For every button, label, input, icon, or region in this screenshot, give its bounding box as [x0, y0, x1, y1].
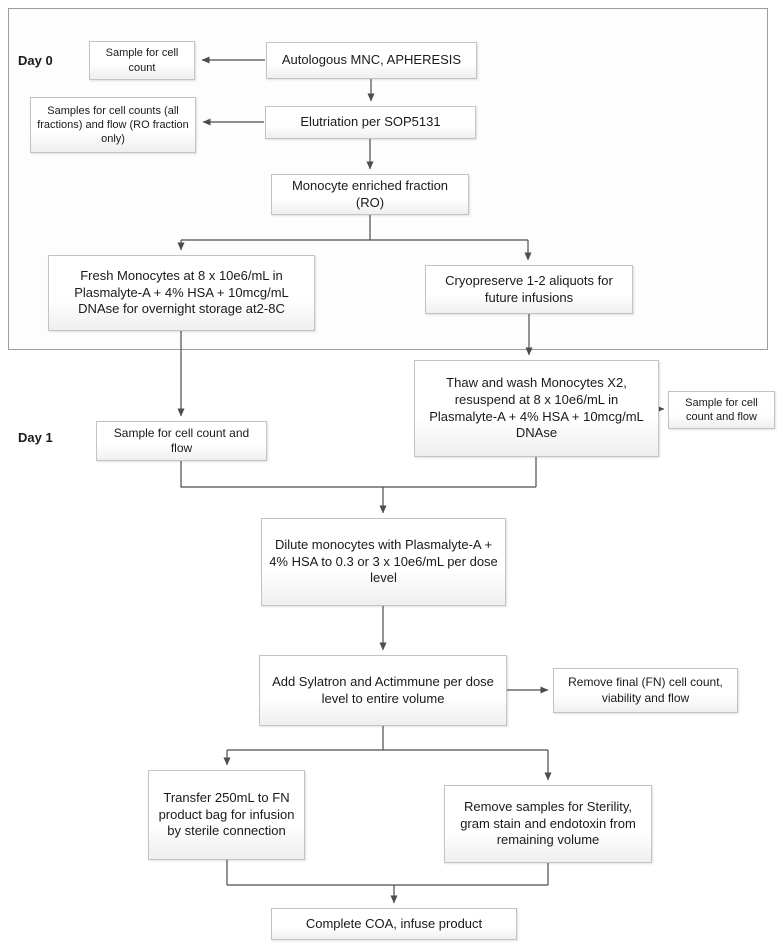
node-transfer-product-bag: Transfer 250mL to FN product bag for infusion by sterile connection [148, 770, 305, 860]
node-cryopreserve: Cryopreserve 1-2 aliquots for future infusions [425, 265, 633, 314]
node-monocyte-enriched-fraction: Monocyte enriched fraction (RO) [271, 174, 469, 215]
day1-label: Day 1 [18, 430, 53, 445]
node-samples-all-fractions: Samples for cell counts (all fractions) and flow (RO fraction only) [30, 97, 196, 153]
node-remove-final-counts: Remove final (FN) cell count, viability and flow [553, 668, 738, 713]
node-sample-count-flow-right: Sample for cell count and flow [668, 391, 775, 429]
node-elutriation: Elutriation per SOP5131 [265, 106, 476, 139]
node-fresh-monocytes: Fresh Monocytes at 8 x 10e6/mL in Plasmalyte-A + 4% HSA + 10mcg/mL DNAse for overnight storage at2-8C [48, 255, 315, 331]
node-dilute-monocytes: Dilute monocytes with Plasmalyte-A + 4% HSA to 0.3 or 3 x 10e6/mL per dose level [261, 518, 506, 606]
node-sample-count-flow-left: Sample for cell count and flow [96, 421, 267, 461]
node-autologous-apheresis: Autologous MNC, APHERESIS [266, 42, 477, 79]
node-complete-coa: Complete COA, infuse product [271, 908, 517, 940]
node-add-sylatron-actimmune: Add Sylatron and Actimmune per dose level to entire volume [259, 655, 507, 726]
node-thaw-wash: Thaw and wash Monocytes X2, resuspend at 8 x 10e6/mL in Plasmalyte-A + 4% HSA + 10mcg/mL DNAse [414, 360, 659, 457]
day0-label: Day 0 [18, 53, 53, 68]
node-sample-cell-count: Sample for cell count [89, 41, 195, 80]
node-remove-sterility-samples: Remove samples for Sterility, gram stain and endotoxin from remaining volume [444, 785, 652, 863]
connector-sample-left-to-join [181, 461, 536, 487]
